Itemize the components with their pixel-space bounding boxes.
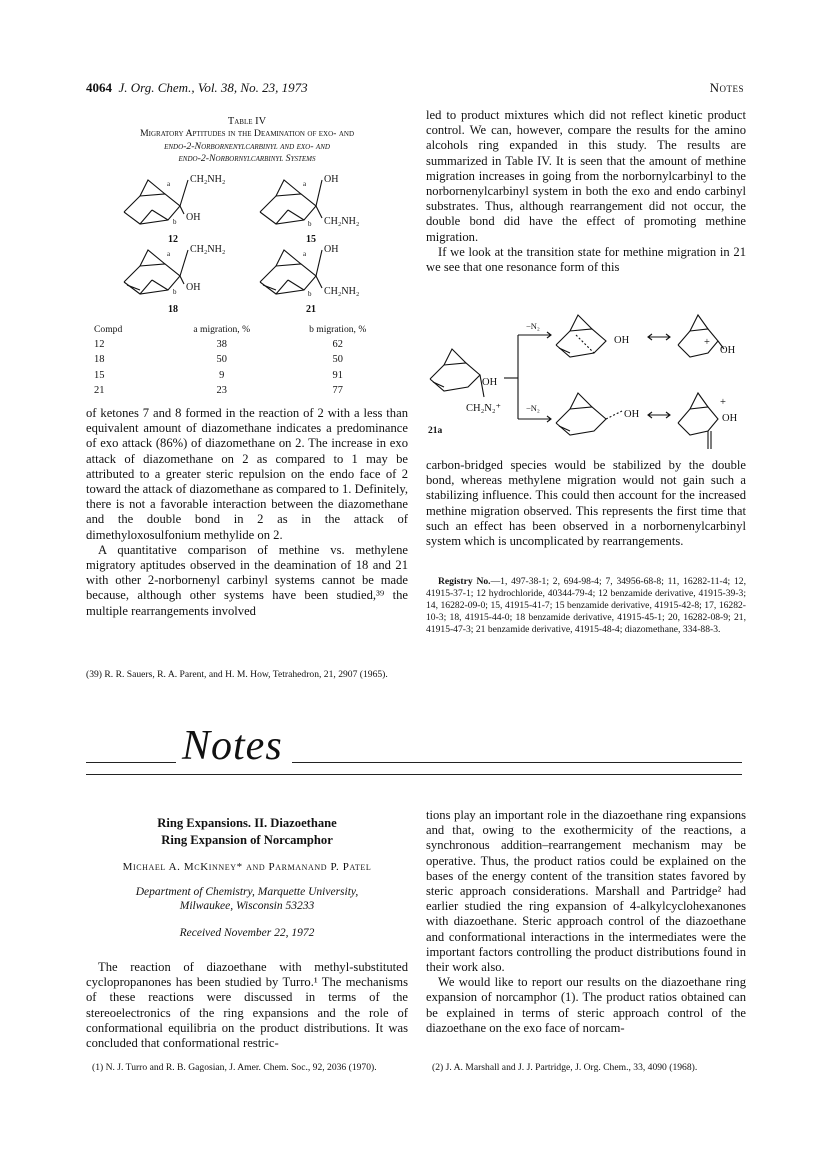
s21-a: a bbox=[303, 250, 307, 258]
s18-label: 18 bbox=[168, 304, 178, 315]
s15-b: b bbox=[308, 220, 312, 228]
upper-res-oh: OH bbox=[720, 345, 736, 356]
registry-heading: Registry No. bbox=[438, 576, 491, 587]
upper-resonance bbox=[678, 315, 724, 357]
cell-b: 62 bbox=[332, 339, 343, 351]
cell-compd: 21 bbox=[94, 384, 105, 396]
table-iv bbox=[86, 115, 408, 166]
table-title: Table IV bbox=[227, 116, 267, 127]
upper-plus: + bbox=[704, 337, 710, 348]
notes-rule-right bbox=[292, 762, 742, 763]
s15-top: OH bbox=[324, 174, 339, 185]
lower-intermediate bbox=[556, 393, 622, 435]
journal-citation: J. Org. Chem., Vol. 38, No. 23, 1973 bbox=[118, 80, 308, 95]
upper-oh: OH bbox=[614, 335, 630, 346]
table-row bbox=[94, 368, 396, 383]
s18-top: CH₂NH₂ bbox=[190, 244, 226, 255]
affiliation-line1: Department of Chemistry, Marquette University, bbox=[135, 886, 359, 898]
lower-resonance bbox=[678, 393, 718, 449]
lower-oh: OH bbox=[624, 409, 640, 420]
s12-label: 12 bbox=[168, 234, 178, 245]
col-header: Compd bbox=[94, 324, 123, 335]
cell-b: 50 bbox=[332, 354, 343, 366]
s21-top: OH bbox=[324, 244, 339, 255]
table-row bbox=[94, 383, 396, 398]
structure-18 bbox=[124, 250, 188, 294]
cell-compd: 12 bbox=[94, 339, 105, 351]
arrow-label-upper: −N₂ bbox=[526, 321, 540, 331]
notes-banner: Notes bbox=[182, 723, 283, 769]
article-left-paragraph: The reaction of diazoethane with methyl-substituted cyclopropanones has been studied by Turro.¹ The mechanisms of these reactions were discussed in terms of the stereoelectronics of the ring expansions and the role of conformational equilibria on the product distributions. It was concluded that conformational restric- bbox=[86, 960, 408, 1051]
cell-b: 91 bbox=[332, 369, 343, 381]
registry-text: —1, 497-38-1; 2, 694-98-4; 7, 34956-68-8; 11, 16282-11-4; 12, 41915-37-1; 12 hydrochloride, 40344-79-4; 12 benzamide derivative, 41915-39-3; 14, 16282-09-0; 15, 41915-41-7; 15 benzamide derivative, 41915-42-8; 17, 16282-10-3; 18, 41915-44-0; 18 benzamide derivative, 41915-45-1; 20, 16282-08-9; 21, 41915-47-3; 21 benzamide derivative, 41915-48-4; diazomethane, 334-88-3. bbox=[426, 576, 746, 635]
left-column bbox=[86, 406, 408, 619]
left-paragraph-1: of ketones 7 and 8 formed in the reaction of 2 with a less than equivalent amount of diazomethane indicates a predominance of exo attack (86%) of diazomethane on 2. The increase in exo attack of diazomethane on 2 as compared to 1 may be attributed to a greater steric repulsion on the endo face of 2 toward the attack of diazomethane as compared to 1. Definitely, there is not a favorable interaction between the diazomethane and the double bond in 2 as in the attack of dimethyloxosulfonium methylide on 2. bbox=[86, 406, 408, 542]
article-left-column bbox=[86, 960, 408, 1051]
registry-numbers bbox=[426, 576, 746, 636]
footnote-2: (2) J. A. Marshall and J. J. Partridge, J. Org. Chem., 33, 4090 (1968). bbox=[432, 1062, 698, 1073]
right-paragraph-1: led to product mixtures which did not reflect kinetic product control. We can, however, compare the results for the amino alcohols ring expanded in this study. The results are summarized in Table IV. It is seen that the amount of methine migration increases in going from the norbornylcarbinyl to the norbornenylcarbinyl system in both the exo and endo carbinyl substrates. Thus, although rearrangement did not occur, the double bond did have the effect of promoting methine migration. bbox=[426, 108, 746, 244]
cell-compd: 15 bbox=[94, 369, 105, 381]
col-header: b migration, % bbox=[309, 324, 367, 335]
start-ch2n2: CH₂N₂⁺ bbox=[466, 403, 502, 414]
left-paragraph-2: A quantitative comparison of methine vs. methylene migratory aptitudes observed in the deamination of 18 and 21 with other 2-norbornenyl carbinyl systems cannot be made because, although other systems have been studied,³⁹ the multiple rearrangements involved bbox=[86, 542, 408, 618]
table-caption-line3: endo-2-Norbornylcarbinyl Systems bbox=[178, 153, 316, 164]
right-paragraph-2: If we look at the transition state for methine migration in 21 we see that one resonance form of this bbox=[426, 244, 746, 275]
article-authors: Michael A. McKinney* and Parmanand P. Patel bbox=[122, 861, 372, 873]
s21-bottom: CH₂NH₂ bbox=[324, 286, 360, 297]
cell-b: 77 bbox=[332, 384, 343, 396]
footnote-39: (39) R. R. Sauers, R. A. Parent, and H. M. How, Tetrahedron, 21, 2907 (1965). bbox=[86, 669, 388, 680]
right-paragraph-3: carbon-bridged species would be stabilized by the double bond, whereas methylene migration would not gain such a stabilizing influence. This could then account for the increased methine migration observed. This represents the first time that such an effect has been observed in a norbornenylcarbinyl system which is uncomplicated by rearrangements. bbox=[426, 458, 746, 549]
article-title-line1: Ring Expansions. II. Diazoethane bbox=[157, 816, 337, 830]
table-row bbox=[94, 352, 396, 367]
lower-plus: + bbox=[720, 397, 726, 408]
affiliation-line2: Milwaukee, Wisconsin 53233 bbox=[179, 900, 315, 912]
right-column-top bbox=[426, 108, 746, 275]
start-oh: OH bbox=[482, 377, 498, 388]
table-row bbox=[94, 337, 396, 352]
cell-a: 23 bbox=[216, 384, 227, 396]
structure-12 bbox=[124, 180, 188, 224]
table-caption-line2: endo-2-Norbornenylcarbinyl and exo- and bbox=[164, 140, 330, 152]
s21-label: 21 bbox=[306, 304, 316, 315]
footnote-1: (1) N. J. Turro and R. B. Gagosian, J. Amer. Chem. Soc., 92, 2036 (1970). bbox=[92, 1062, 377, 1073]
upper-intermediate bbox=[556, 315, 606, 357]
table-structures bbox=[110, 170, 400, 320]
s18-b: b bbox=[173, 288, 177, 296]
running-header-left bbox=[86, 80, 308, 96]
right-column-bottom bbox=[426, 458, 746, 549]
structure-21 bbox=[260, 250, 322, 294]
structure-15 bbox=[260, 180, 322, 224]
s12-b: b bbox=[173, 218, 177, 226]
s12-a: a bbox=[167, 180, 171, 188]
article-right-paragraph-2: We would like to report our results on the diazoethane ring expansion of norcamphor (1). The product ratios obtained can be explained in terms of steric approach control of the diazoethane on the exo face of norcam- bbox=[426, 975, 746, 1035]
start-structure-21a bbox=[430, 349, 484, 397]
s21-b: b bbox=[308, 290, 312, 298]
arrow-label-lower: −N₂ bbox=[526, 403, 540, 413]
lower-res-oh: OH bbox=[722, 413, 738, 424]
s18-a: a bbox=[167, 250, 171, 258]
cell-compd: 18 bbox=[94, 354, 105, 366]
migration-table-wrap bbox=[94, 322, 396, 398]
notes-rule-left bbox=[86, 762, 176, 763]
table-header-row bbox=[94, 322, 396, 337]
reaction-scheme bbox=[426, 305, 748, 455]
table-caption-line1: Migratory Aptitudes in the Deamination of exo- and bbox=[139, 128, 355, 139]
start-label: 21a bbox=[428, 426, 443, 436]
page-number: 4064 bbox=[86, 80, 112, 95]
s12-top: CH₂NH₂ bbox=[190, 174, 226, 185]
received-date: Received November 22, 1972 bbox=[179, 927, 315, 939]
section-header: Notes bbox=[709, 80, 744, 95]
article-right-column bbox=[426, 808, 746, 1036]
s15-bottom: CH₂NH₂ bbox=[324, 216, 360, 227]
article-head bbox=[86, 815, 408, 939]
migration-table bbox=[94, 322, 396, 398]
s15-a: a bbox=[303, 180, 307, 188]
cell-a: 38 bbox=[216, 339, 227, 351]
s15-label: 15 bbox=[306, 234, 316, 245]
s18-bottom: OH bbox=[186, 282, 201, 293]
article-title-line2: Ring Expansion of Norcamphor bbox=[161, 833, 333, 847]
col-header: a migration, % bbox=[193, 324, 251, 335]
s12-bottom: OH bbox=[186, 212, 201, 223]
cell-a: 9 bbox=[219, 369, 225, 381]
article-right-paragraph-1: tions play an important role in the diazoethane ring expansions and that, owing to the exothermicity of the reactions, a synchronous addition–rearrangement mechanism may be operative. Thus, the product ratios could be explained on the bases of the energy content of the transition states favored by steric approach considerations. Marshall and Partridge² had earlier studied the ring expansion of 4-alkylcyclohexanones with diazoethane. Steric approach control of the diazoethane and conformational interactions in the intermediates were the important factors controlling the product distributions found in their work also. bbox=[426, 808, 746, 975]
notes-rule-full bbox=[86, 774, 742, 775]
cell-a: 50 bbox=[216, 354, 227, 366]
